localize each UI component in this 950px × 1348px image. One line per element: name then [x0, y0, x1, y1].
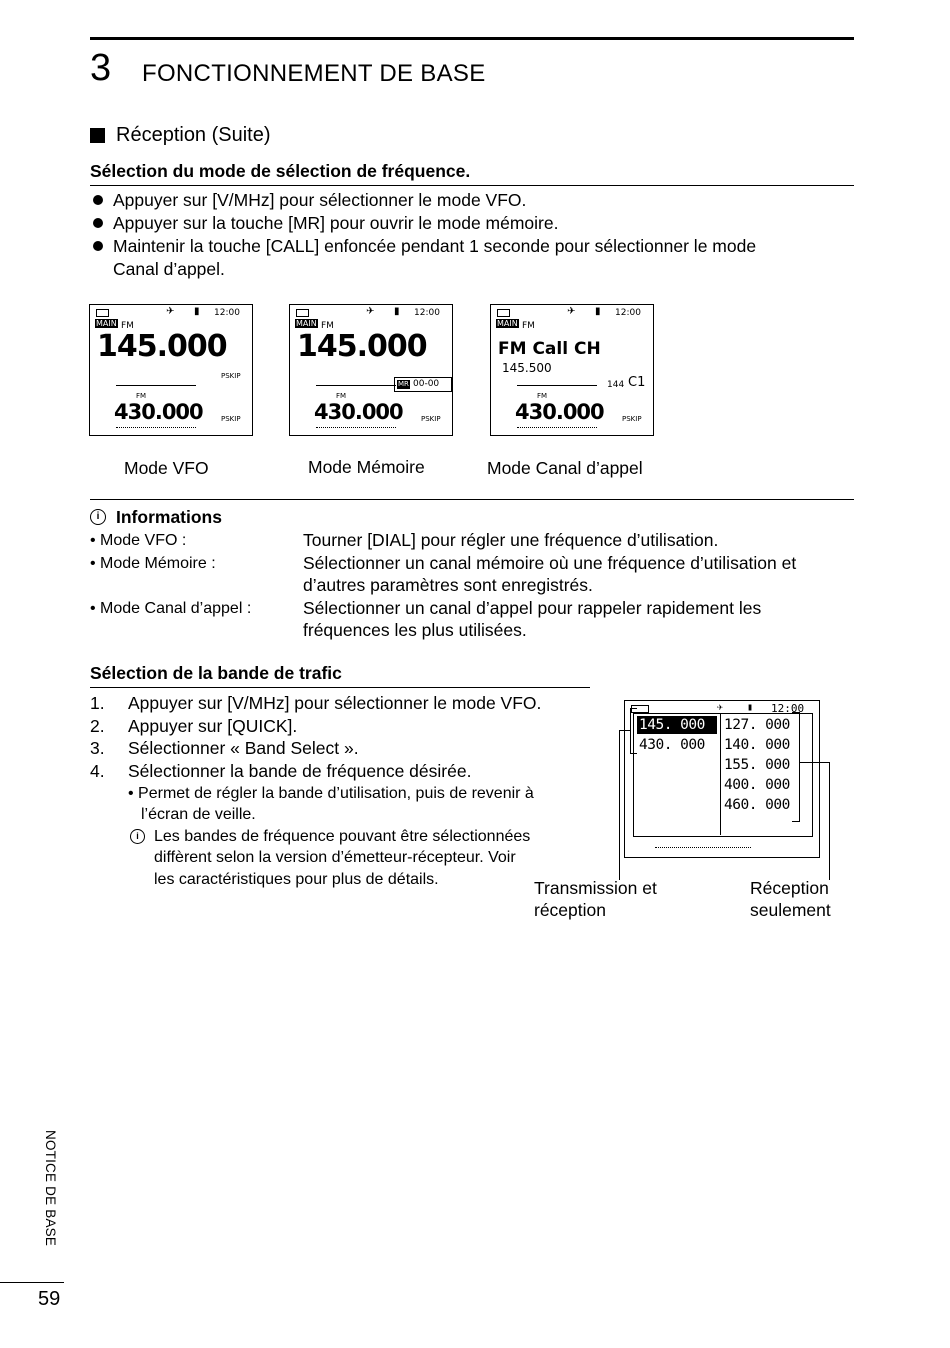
lcd-call-screen — [490, 304, 654, 436]
rx-leader-v — [829, 762, 830, 880]
main-badge: MAIN — [497, 319, 518, 328]
sub-meter-line — [316, 427, 396, 428]
band-select-heading: Sélection de la bande de trafic — [90, 663, 342, 683]
sub-meter-line — [517, 427, 597, 428]
antenna-icon: ✈ — [166, 306, 175, 317]
info-label-call: • Mode Canal d’appel : — [90, 600, 252, 617]
rx-leader-h — [799, 762, 830, 763]
s-meter-line — [517, 385, 597, 386]
info-label-vfo: • Mode VFO : — [90, 532, 187, 549]
s-meter-line — [316, 385, 396, 386]
label-rx-only — [750, 878, 831, 921]
info-desc-memory-cont: d’autres paramètres sont enregistrés. — [303, 575, 593, 595]
band-option: 460. 000 — [724, 797, 790, 813]
step-sub-bullet: • Permet de régler la bande d’utilisation, puis de revenir à — [128, 785, 534, 802]
rx-bracket — [792, 712, 800, 822]
step-number: 4. — [90, 761, 105, 781]
band-option: 127. 000 — [724, 717, 790, 733]
mode-fm: FM — [121, 321, 134, 331]
side-label: NOTICE DE BASE — [43, 1130, 58, 1247]
band-option: 430. 000 — [639, 737, 705, 753]
band-option: 140. 000 — [724, 737, 790, 753]
chapter-number: 3 — [90, 47, 112, 89]
pskip-label: PSKIP — [221, 372, 241, 380]
mode-select-heading: Sélection du mode de sélection de fréquence. — [90, 161, 471, 181]
section-title: Réception (Suite) — [116, 124, 271, 146]
info-desc-memory: Sélectionner un canal mémoire où une fréquence d’utilisation et — [303, 553, 797, 573]
main-frequency: 145.000 — [297, 329, 427, 364]
label-tx-rx — [534, 878, 657, 921]
s-meter-line — [116, 385, 196, 386]
bullet-text: Maintenir la touche [CALL] enfoncée pendant 1 seconde pour sélectionner le mode — [113, 236, 757, 256]
sub-frequency: 430.000 — [515, 400, 604, 424]
memory-channel-number: 00-00 — [413, 379, 440, 389]
band-select-screen — [624, 700, 820, 858]
clock-time: 12:00 — [771, 702, 805, 715]
header-rule — [90, 37, 854, 40]
call-channel-name: FM Call CH — [498, 339, 601, 359]
note-info-icon: i — [130, 829, 145, 844]
clock-time: 12:00 — [414, 308, 440, 318]
antenna-icon: ✈ — [567, 306, 576, 317]
call-channel-number: C1 — [628, 375, 646, 390]
step-number: 3. — [90, 738, 105, 758]
sub-mode-fm: FM — [136, 392, 147, 400]
mode-fm: FM — [321, 321, 334, 331]
note-text: diffèrent selon la version d’émetteur-récepteur. Voir — [154, 849, 516, 866]
sub-mode-fm: FM — [336, 392, 347, 400]
battery-icon — [497, 309, 510, 317]
meter-line — [655, 847, 751, 848]
band-option: 400. 000 — [724, 777, 790, 793]
main-badge: MAIN — [96, 319, 117, 328]
antenna-icon: ✈ — [717, 702, 724, 713]
step-sub-bullet-cont: l’écran de veille. — [141, 806, 256, 823]
step-text: Appuyer sur [QUICK]. — [128, 716, 298, 736]
info-icon: i — [90, 509, 106, 525]
battery-icon — [296, 309, 309, 317]
step-text: Sélectionner « Band Select ». — [128, 738, 359, 758]
pskip-label: PSKIP — [622, 415, 642, 423]
lock-icon: ▮ — [194, 306, 200, 317]
call-frequency: 145.500 — [502, 361, 552, 375]
note-text: Les bandes de fréquence pouvant être sélectionnées — [154, 828, 531, 845]
txrx-leader-v — [619, 730, 620, 880]
caption-vfo: Mode VFO — [124, 458, 209, 478]
antenna-icon: ✈ — [366, 306, 375, 317]
txrx-bracket — [630, 708, 637, 754]
caption-memory: Mode Mémoire — [308, 457, 425, 477]
footer-rule — [0, 1282, 64, 1283]
pskip-label: PSKIP — [221, 415, 241, 423]
band-list-divider — [720, 713, 721, 835]
info-label-memory: • Mode Mémoire : — [90, 555, 216, 572]
page-number: 59 — [38, 1288, 61, 1310]
txrx-leader-h — [619, 730, 630, 731]
step-number: 2. — [90, 716, 105, 736]
pskip-label: PSKIP — [421, 415, 441, 423]
caption-call: Mode Canal d’appel — [487, 458, 643, 478]
info-rule — [90, 499, 854, 500]
call-channel-prefix: 144 — [607, 380, 625, 390]
mr-badge: MR — [398, 380, 409, 388]
lcd-memory-screen — [289, 304, 453, 436]
sub-meter-line — [116, 427, 196, 428]
heading-rule — [90, 185, 854, 186]
main-frequency: 145.000 — [97, 329, 227, 364]
label-tx-rx-line: réception — [534, 899, 606, 920]
band-option: 155. 000 — [724, 757, 790, 773]
clock-time: 12:00 — [615, 308, 641, 318]
bullet-icon — [93, 241, 103, 251]
step-number: 1. — [90, 693, 105, 713]
note-text: les caractéristiques pour plus de détails. — [154, 871, 439, 888]
bullet-text-continued: Canal d’appel. — [113, 259, 225, 279]
sub-frequency: 430.000 — [114, 400, 203, 424]
lcd-vfo-screen — [89, 304, 253, 436]
sub-frequency: 430.000 — [314, 400, 403, 424]
chapter-title: FONCTIONNEMENT DE BASE — [142, 60, 486, 87]
main-badge: MAIN — [296, 319, 317, 328]
label-tx-rx-line: Transmission et — [534, 878, 657, 898]
info-desc-call: Sélectionner un canal d’appel pour rappeler rapidement les — [303, 598, 762, 618]
battery-icon — [96, 309, 109, 317]
step-text: Appuyer sur [V/MHz] pour sélectionner le mode VFO. — [128, 693, 542, 713]
section-square-icon — [90, 128, 105, 143]
lock-icon: ▮ — [394, 306, 400, 317]
memory-channel-box — [394, 377, 452, 392]
info-title: Informations — [116, 507, 222, 527]
lock-icon: ▮ — [747, 702, 754, 713]
bullet-text: Appuyer sur la touche [MR] pour ouvrir le mode mémoire. — [113, 213, 559, 233]
info-desc-vfo: Tourner [DIAL] pour régler une fréquence d’utilisation. — [303, 530, 719, 550]
sub-mode-fm: FM — [537, 392, 548, 400]
band-option-selected: 145. 000 — [639, 717, 705, 733]
lock-icon: ▮ — [595, 306, 601, 317]
info-desc-call-cont: fréquences les plus utilisées. — [303, 620, 527, 640]
bullet-icon — [93, 218, 103, 228]
label-rx-only-line: seulement — [750, 899, 831, 920]
clock-time: 12:00 — [214, 308, 240, 318]
step-text: Sélectionner la bande de fréquence désirée. — [128, 761, 472, 781]
bullet-text: Appuyer sur [V/MHz] pour sélectionner le mode VFO. — [113, 190, 527, 210]
label-rx-only-line: Réception — [750, 878, 829, 898]
bullet-icon — [93, 195, 103, 205]
band-heading-rule — [90, 687, 590, 688]
mode-fm: FM — [522, 321, 535, 331]
